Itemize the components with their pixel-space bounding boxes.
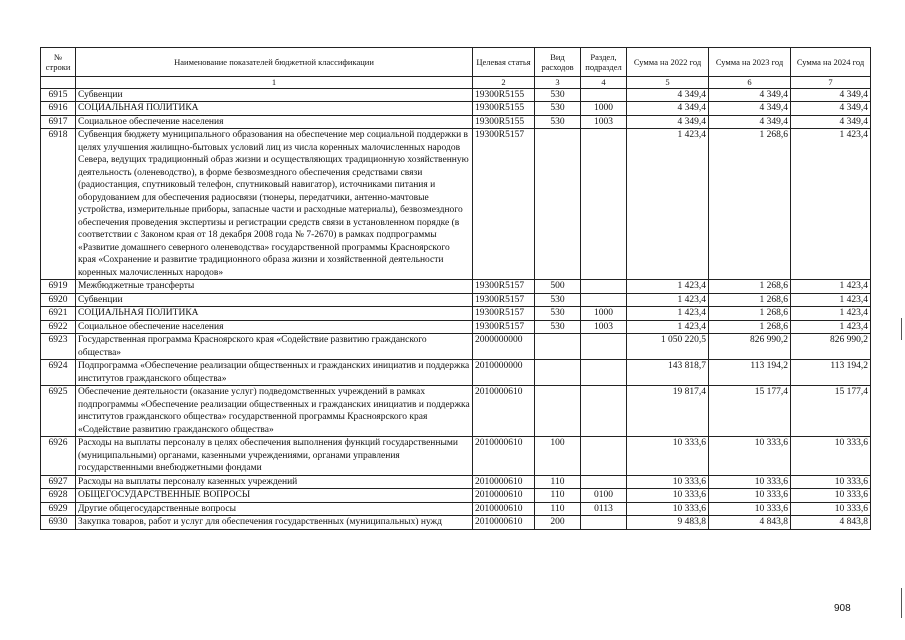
- sum-2023-cell: 10 333,6: [709, 489, 791, 503]
- indicator-name-cell: Социальное обеспечение населения: [76, 115, 473, 129]
- sum-2023-cell: 10 333,6: [709, 475, 791, 489]
- target-article-cell: 2010000610: [473, 502, 535, 516]
- sum-2024-cell: 4 349,4: [791, 102, 871, 116]
- sum-2022-cell: 1 423,4: [627, 280, 709, 294]
- row-number-cell: 6924: [41, 360, 76, 386]
- sum-2022-cell: 19 817,4: [627, 386, 709, 437]
- sum-2022-cell: 1 050 220,5: [627, 334, 709, 360]
- sum-2024-cell: 10 333,6: [791, 475, 871, 489]
- table-row: [41, 489, 871, 503]
- sum-2023-cell: 1 268,6: [709, 293, 791, 307]
- target-article-cell: 19300R5157: [473, 129, 535, 280]
- row-number-cell: 6926: [41, 437, 76, 476]
- table-row: [41, 360, 871, 386]
- target-article-cell: 2010000000: [473, 360, 535, 386]
- expense-type-cell: 110: [535, 489, 581, 503]
- table-row: [41, 280, 871, 294]
- column-number: 7: [791, 77, 871, 89]
- column-number: 1: [76, 77, 473, 89]
- row-number-cell: 6928: [41, 489, 76, 503]
- target-article-cell: 19300R5157: [473, 280, 535, 294]
- page-number: 908: [834, 603, 851, 614]
- table-row: [41, 115, 871, 129]
- row-number-cell: 6920: [41, 293, 76, 307]
- row-number-cell: 6918: [41, 129, 76, 280]
- header-sum-2024: Сумма на 2024 год: [791, 48, 871, 77]
- sum-2024-cell: 10 333,6: [791, 437, 871, 476]
- column-number: 5: [627, 77, 709, 89]
- row-number-cell: 6921: [41, 307, 76, 321]
- section-code-cell: [581, 386, 627, 437]
- sum-2024-cell: 15 177,4: [791, 386, 871, 437]
- row-number-cell: 6919: [41, 280, 76, 294]
- sum-2023-cell: 10 333,6: [709, 502, 791, 516]
- sum-2022-cell: 1 423,4: [627, 293, 709, 307]
- expense-type-cell: 200: [535, 516, 581, 530]
- section-code-cell: 1003: [581, 320, 627, 334]
- target-article-cell: 19300R5157: [473, 293, 535, 307]
- section-code-cell: [581, 88, 627, 102]
- section-code-cell: 1003: [581, 115, 627, 129]
- target-article-cell: 2010000610: [473, 516, 535, 530]
- indicator-name-cell: Расходы на выплаты персоналу казенных учреждений: [76, 475, 473, 489]
- row-number-cell: 6927: [41, 475, 76, 489]
- indicator-name-cell: Социальное обеспечение населения: [76, 320, 473, 334]
- expense-type-cell: 100: [535, 437, 581, 476]
- sum-2023-cell: 15 177,4: [709, 386, 791, 437]
- header-target-article: Целевая статья: [473, 48, 535, 77]
- sum-2024-cell: 1 423,4: [791, 129, 871, 280]
- table-row: [41, 129, 871, 280]
- sum-2022-cell: 10 333,6: [627, 437, 709, 476]
- section-code-cell: [581, 475, 627, 489]
- row-number-cell: 6922: [41, 320, 76, 334]
- sum-2023-cell: 4 349,4: [709, 88, 791, 102]
- table-body: [41, 88, 871, 529]
- expense-type-cell: 110: [535, 502, 581, 516]
- sum-2022-cell: 4 349,4: [627, 88, 709, 102]
- sum-2022-cell: 10 333,6: [627, 475, 709, 489]
- row-number-cell: 6925: [41, 386, 76, 437]
- section-code-cell: 1000: [581, 102, 627, 116]
- scan-edge-mark: [901, 318, 902, 340]
- target-article-cell: 2010000610: [473, 475, 535, 489]
- sum-2024-cell: 10 333,6: [791, 489, 871, 503]
- header-expense-type: Вид расходов: [535, 48, 581, 77]
- scan-edge-mark: [901, 588, 902, 618]
- sum-2023-cell: 1 268,6: [709, 320, 791, 334]
- expense-type-cell: 110: [535, 475, 581, 489]
- section-code-cell: 0100: [581, 489, 627, 503]
- expense-type-cell: 500: [535, 280, 581, 294]
- sum-2022-cell: 1 423,4: [627, 307, 709, 321]
- table-row: [41, 88, 871, 102]
- sum-2023-cell: 4 349,4: [709, 102, 791, 116]
- sum-2024-cell: 113 194,2: [791, 360, 871, 386]
- row-number-cell: 6915: [41, 88, 76, 102]
- table-row: [41, 386, 871, 437]
- section-code-cell: 0113: [581, 502, 627, 516]
- header-row-number: № строки: [41, 48, 76, 77]
- sum-2022-cell: 143 818,7: [627, 360, 709, 386]
- sum-2023-cell: 10 333,6: [709, 437, 791, 476]
- target-article-cell: 19300R5155: [473, 102, 535, 116]
- table-row: [41, 437, 871, 476]
- indicator-name-cell: Государственная программа Красноярского края «Содействие развитию гражданского общества»: [76, 334, 473, 360]
- sum-2024-cell: 826 990,2: [791, 334, 871, 360]
- column-number: 2: [473, 77, 535, 89]
- expense-type-cell: 530: [535, 293, 581, 307]
- table-row: [41, 516, 871, 530]
- table-row: [41, 293, 871, 307]
- target-article-cell: 19300R5155: [473, 115, 535, 129]
- expense-type-cell: 530: [535, 102, 581, 116]
- table-row: [41, 334, 871, 360]
- expense-type-cell: [535, 360, 581, 386]
- indicator-name-cell: Подпрограмма «Обеспечение реализации общественных и гражданских инициатив и поддержка институтов гражданского общества»: [76, 360, 473, 386]
- table-row: [41, 320, 871, 334]
- section-code-cell: [581, 280, 627, 294]
- sum-2023-cell: 4 843,8: [709, 516, 791, 530]
- header-sum-2023: Сумма на 2023 год: [709, 48, 791, 77]
- table-row: [41, 307, 871, 321]
- column-number: 4: [581, 77, 627, 89]
- column-number: 3: [535, 77, 581, 89]
- section-code-cell: 1000: [581, 307, 627, 321]
- header-section: Раздел, подраздел: [581, 48, 627, 77]
- target-article-cell: 2010000610: [473, 489, 535, 503]
- sum-2022-cell: 1 423,4: [627, 320, 709, 334]
- sum-2024-cell: 1 423,4: [791, 280, 871, 294]
- sum-2022-cell: 1 423,4: [627, 129, 709, 280]
- sum-2022-cell: 4 349,4: [627, 115, 709, 129]
- indicator-name-cell: ОБЩЕГОСУДАРСТВЕННЫЕ ВОПРОСЫ: [76, 489, 473, 503]
- section-code-cell: [581, 334, 627, 360]
- indicator-name-cell: СОЦИАЛЬНАЯ ПОЛИТИКА: [76, 307, 473, 321]
- indicator-name-cell: СОЦИАЛЬНАЯ ПОЛИТИКА: [76, 102, 473, 116]
- expense-type-cell: [535, 334, 581, 360]
- sum-2023-cell: 1 268,6: [709, 307, 791, 321]
- column-number-blank: [41, 77, 76, 89]
- sum-2023-cell: 1 268,6: [709, 280, 791, 294]
- target-article-cell: 2000000000: [473, 334, 535, 360]
- target-article-cell: 19300R5157: [473, 307, 535, 321]
- sum-2024-cell: 4 349,4: [791, 88, 871, 102]
- target-article-cell: 19300R5155: [473, 88, 535, 102]
- sum-2024-cell: 1 423,4: [791, 320, 871, 334]
- sum-2022-cell: 9 483,8: [627, 516, 709, 530]
- sum-2022-cell: 4 349,4: [627, 102, 709, 116]
- indicator-name-cell: Субвенция бюджету муниципального образования на обеспечение мер социальной поддержки в целях улучшения жилищно-бытовых условий лиц из числа коренных малочисленных народов Севера, ведущих традиционный образ жизни и осуществляющих традиционную хозяйственную деятельность (оленеводство), в форме безвозмездного обеспечения средствами связи (радиостанция, спутниковый телефон, спутниковый навигатор), источниками питания и оборудованием для обеспечения радиосвязи (тюнеры, передатчики, антенно-мачтовые устройства, измерительные приборы, запасные части и расходные материалы), безвозмездного обеспечения проведения экспертизы и регистрации средств связи в установленном порядке (в соответствии с Законом края от 18 декабря 2008 года № 7-2670) в рамках подпрограммы «Развитие домашнего северного оленеводства» государственной программы Красноярского края «Сохранение и развитие традиционного образа жизни и хозяйственной деятельности коренных малочисленных народов»: [76, 129, 473, 280]
- sum-2023-cell: 4 349,4: [709, 115, 791, 129]
- target-article-cell: 19300R5157: [473, 320, 535, 334]
- sum-2024-cell: 1 423,4: [791, 307, 871, 321]
- expense-type-cell: 530: [535, 307, 581, 321]
- row-number-cell: 6916: [41, 102, 76, 116]
- row-number-cell: 6917: [41, 115, 76, 129]
- expense-type-cell: [535, 129, 581, 280]
- section-code-cell: [581, 437, 627, 476]
- row-number-cell: 6930: [41, 516, 76, 530]
- section-code-cell: [581, 129, 627, 280]
- header-indicator-name: Наименование показателей бюджетной классификации: [76, 48, 473, 77]
- indicator-name-cell: Обеспечение деятельности (оказание услуг) подведомственных учреждений в рамках подпрограммы «Обеспечение реализации общественных и гражданских инициатив и поддержка институтов гражданского общества» государственной программы Красноярского края «Содействие развитию гражданского общества»: [76, 386, 473, 437]
- section-code-cell: [581, 293, 627, 307]
- target-article-cell: 2010000610: [473, 386, 535, 437]
- section-code-cell: [581, 516, 627, 530]
- indicator-name-cell: Расходы на выплаты персоналу в целях обеспечения выполнения функций государственными (муниципальными) органами, казенными учреждениями, органами управления государственными внебюджетными фондами: [76, 437, 473, 476]
- sum-2023-cell: 826 990,2: [709, 334, 791, 360]
- sum-2024-cell: 1 423,4: [791, 293, 871, 307]
- row-number-cell: 6929: [41, 502, 76, 516]
- section-code-cell: [581, 360, 627, 386]
- column-number: 6: [709, 77, 791, 89]
- indicator-name-cell: Закупка товаров, работ и услуг для обеспечения государственных (муниципальных) нужд: [76, 516, 473, 530]
- expense-type-cell: 530: [535, 320, 581, 334]
- expense-type-cell: 530: [535, 115, 581, 129]
- target-article-cell: 2010000610: [473, 437, 535, 476]
- expense-type-cell: [535, 386, 581, 437]
- budget-table: [40, 47, 871, 530]
- sum-2023-cell: 113 194,2: [709, 360, 791, 386]
- sum-2022-cell: 10 333,6: [627, 502, 709, 516]
- indicator-name-cell: Субвенции: [76, 88, 473, 102]
- sum-2024-cell: 4 843,8: [791, 516, 871, 530]
- sum-2024-cell: 10 333,6: [791, 502, 871, 516]
- indicator-name-cell: Другие общегосударственные вопросы: [76, 502, 473, 516]
- expense-type-cell: 530: [535, 88, 581, 102]
- indicator-name-cell: Субвенции: [76, 293, 473, 307]
- sum-2024-cell: 4 349,4: [791, 115, 871, 129]
- sum-2023-cell: 1 268,6: [709, 129, 791, 280]
- sum-2022-cell: 10 333,6: [627, 489, 709, 503]
- header-sum-2022: Сумма на 2022 год: [627, 48, 709, 77]
- row-number-cell: 6923: [41, 334, 76, 360]
- table-row: [41, 102, 871, 116]
- table-row: [41, 475, 871, 489]
- table-row: [41, 502, 871, 516]
- indicator-name-cell: Межбюджетные трансферты: [76, 280, 473, 294]
